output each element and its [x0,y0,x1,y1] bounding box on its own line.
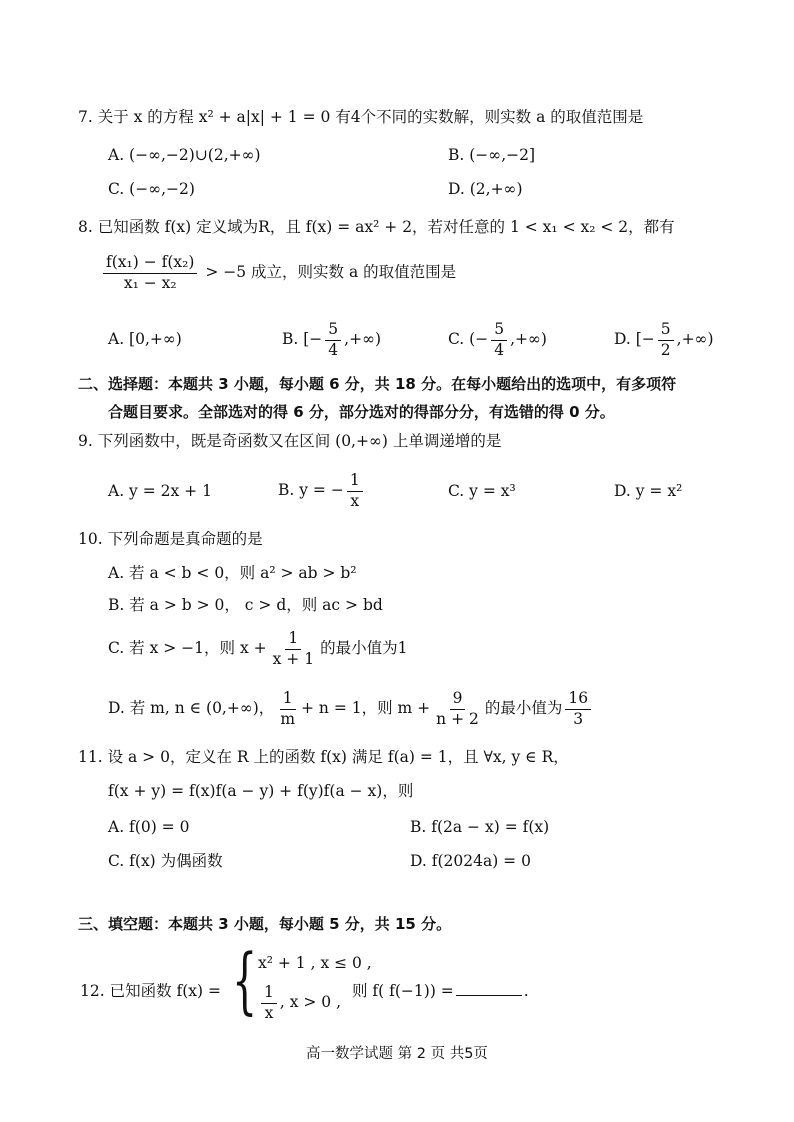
section-2-heading-line2: 合题目要求。全部选对的得 6 分，部分选对的得部分分，有选错的得 0 分。 [108,403,615,421]
q8-option-b-suffix: ,+∞) [344,330,382,348]
q11-option-d: D. f(2024a) = 0 [410,852,531,870]
page-footer: 高一数学试题 第 2 页 共5页 [306,1046,488,1062]
q9-stem: 9. 下列函数中，既是奇函数又在区间 (0,+∞) 上单调递增的是 [78,432,502,450]
q10-option-c-fraction [270,631,317,667]
q11-stem: 11. 设 a > 0，定义在 R 上的函数 f(x) 满足 f(a) = 1，且 ∀x, y ∈ R， [78,748,569,766]
q8-stem: 8. 已知函数 f(x) 定义域为R，且 f(x) = ax² + 2，若对任意的 1 < x₁ < x₂ < 2，都有 [78,218,675,236]
q8-option-d-num: 5 [658,322,674,341]
q8-option-c-suffix: ,+∞) [510,330,547,348]
q8-option-c-den: 4 [494,340,505,359]
q8-option-b-fraction [325,322,341,358]
q11-option-a: A. f(0) = 0 [108,818,190,836]
q12-case-2-tail: , x > 0 , [279,993,342,1011]
q9-option-c: C. y = x³ [448,482,516,500]
q12-piecewise-brace: { [232,938,258,1022]
q11-functional-equation: f(x + y) = f(x)f(a − y) + f(y)f(a − x)，则 [108,782,414,800]
q12-case-2-den: x [264,1003,274,1022]
q10-option-d-num1: 1 [280,691,296,710]
q12-case-2-fraction [261,985,277,1021]
q8-condition [100,252,456,292]
q10-option-d-fraction-1 [277,691,298,727]
q10-option-d-num2: 9 [450,691,466,710]
q12-answer-blank[interactable] [456,995,522,996]
q12-prefix: 12. 已知函数 f(x) = [80,982,221,1000]
q9-option-b-fraction [347,473,363,509]
q10-option-c-den: x + 1 [272,649,315,668]
q8-option-b-num: 5 [325,322,341,341]
q7-option-d: D. (2,+∞) [448,180,523,198]
q7-stem: 7. 关于 x 的方程 x² + a|x| + 1 = 0 有4个不同的实数解，则实数 a 的取值范围是 [78,108,644,126]
q8-option-c-num: 5 [491,322,507,341]
q8-option-d-prefix: D. [− [614,330,655,348]
q7-option-c: C. (−∞,−2) [108,180,195,198]
q12-case-2-num: 1 [261,985,277,1004]
q12-period: . [523,982,529,1000]
q10-option-d-den2: n + 2 [436,709,479,728]
q10-option-c-prefix: C. 若 x > −1，则 x + [108,639,267,657]
q9-option-b-num: 1 [347,473,363,492]
q7-option-b: B. (−∞,−2] [448,146,536,164]
q10-option-d [108,684,594,732]
q8-condition-tail: > −5 成立，则实数 a 的取值范围是 [205,263,457,281]
q12-question [352,980,529,1002]
q8-option-c-fraction [491,322,507,358]
q8-fraction-denominator: x₁ − x₂ [123,273,177,292]
q9-option-a: A. y = 2x + 1 [108,482,212,500]
q8-option-d [614,320,714,358]
q8-option-c [448,320,547,358]
q10-option-c [108,624,407,672]
q10-option-c-suffix: 的最小值为1 [320,639,408,657]
q10-option-a: A. 若 a < b < 0，则 a² > ab > b² [108,564,357,582]
q10-stem: 10. 下列命题是真命题的是 [78,530,263,548]
q10-option-d-num3: 16 [565,691,591,710]
q10-option-d-den1: m [280,709,296,728]
q10-option-c-num: 1 [285,631,301,650]
q12-case-2 [258,982,341,1022]
q10-option-d-middle: + n = 1，则 m + [301,699,431,717]
q8-option-d-den: 2 [660,340,671,359]
q10-option-d-fraction-3 [565,691,591,727]
section-2-heading-line1: 二、选择题：本题共 3 小题，每小题 6 分，共 18 分。在每小题给出的选项中，有多项符 [78,375,677,393]
q9-option-b-den: x [350,491,360,510]
q10-option-d-den3: 3 [573,709,584,728]
q10-option-d-fraction-2 [433,691,482,727]
q9-option-b [278,466,366,514]
q12-case-1: x² + 1 , x ≤ 0 , [258,954,372,972]
q8-option-c-prefix: C. (− [448,330,489,348]
q10-option-d-prefix: D. 若 m, n ∈ (0,+∞)， [108,699,275,717]
q10-option-d-middle2: 的最小值为 [484,699,563,717]
q9-option-b-prefix: B. y = − [278,481,344,499]
q8-option-b-den: 4 [328,340,339,359]
q8-option-b-prefix: B. [− [282,330,323,348]
q8-option-d-suffix: ,+∞) [676,330,714,348]
q8-option-a: A. [0,+∞) [108,330,182,348]
q8-fraction-numerator: f(x₁) − f(x₂) [103,255,197,274]
q10-option-b: B. 若 a > b > 0， c > d，则 ac > bd [108,596,383,614]
q8-option-d-fraction [658,322,674,358]
q7-option-a: A. (−∞,−2)∪(2,+∞) [108,146,261,164]
q11-option-c: C. f(x) 为偶函数 [108,852,223,870]
q11-option-b: B. f(2a − x) = f(x) [410,818,550,836]
q9-option-d: D. y = x² [614,482,683,500]
q8-fraction [103,255,197,291]
q12-question-text: 则 f( f(−1)) = [352,982,454,1000]
section-3-heading: 三、填空题：本题共 3 小题，每小题 5 分，共 15 分。 [78,915,452,933]
q8-option-b [282,320,381,358]
